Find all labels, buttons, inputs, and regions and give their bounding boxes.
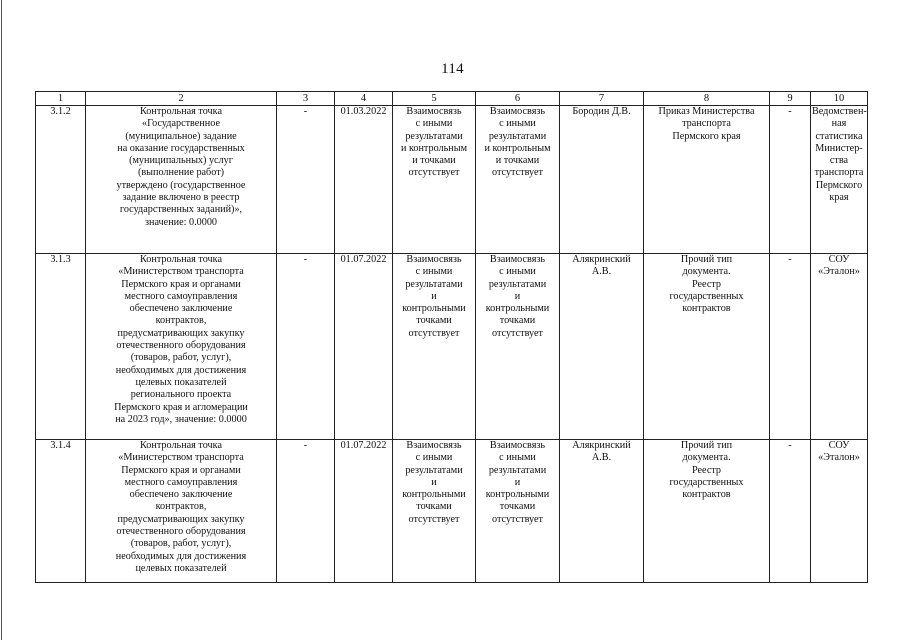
relationship-cell: Взаимосвязь с иными результатами и контрольными точками отсутствует	[476, 440, 560, 583]
column-number-header: 10	[811, 92, 868, 106]
column-number-header: 1	[36, 92, 86, 106]
column-number-header: 6	[476, 92, 560, 106]
table-row	[36, 254, 868, 440]
column-number-header: 5	[393, 92, 476, 106]
row-number: 3.1.4	[36, 440, 86, 583]
table-row	[36, 440, 868, 583]
control-point-description: Контрольная точка «Министерством транспорта Пермского края и органами местного самоуправления обеспечено заключение контрактов, предусматривающих закупку отечественного оборудования (товаров, работ, услуг), необходимых для достижения целевых показателей	[86, 440, 277, 583]
relationship-cell: Взаимосвязь с иными результатами и контрольными точками отсутствует	[393, 440, 476, 583]
page-edge-line	[1, 0, 2, 640]
table-row	[36, 106, 868, 254]
column-3-value: -	[277, 254, 335, 440]
column-3-value: -	[277, 106, 335, 254]
column-number-header: 9	[770, 92, 811, 106]
document-type: Прочий тип документа. Реестр государственных контрактов	[644, 440, 770, 583]
table-header-row	[36, 92, 868, 106]
column-3-value: -	[277, 440, 335, 583]
responsible-person: Алякринский А.В.	[560, 254, 644, 440]
responsible-person: Бородин Д.В.	[560, 106, 644, 254]
relationship-cell: Взаимосвязь с иными результатами и контрольными точками отсутствует	[476, 254, 560, 440]
date-cell: 01.03.2022	[335, 106, 393, 254]
relationship-cell: Взаимосвязь с иными результатами и контрольными точками отсутствует	[393, 254, 476, 440]
information-source: СОУ «Эталон»	[811, 440, 868, 583]
document-type: Прочий тип документа. Реестр государственных контрактов	[644, 254, 770, 440]
control-point-description: Контрольная точка «Государственное (муниципальное) задание на оказание государственных (муниципальных) услуг (выполнение работ) утверждено (государственное задание включено в реестр государственных заданий)», значение: 0.0000	[86, 106, 277, 254]
relationship-cell: Взаимосвязь с иными результатами и контрольным и точками отсутствует	[476, 106, 560, 254]
column-number-header: 7	[560, 92, 644, 106]
page-number: 114	[441, 61, 464, 77]
control-point-description: Контрольная точка «Министерством транспорта Пермского края и органами местного самоуправления обеспечено заключение контрактов, предусматривающих закупку отечественного оборудования (товаров, работ, услуг), необходимых для достижения целевых показателей регионального проекта Пермского края и агломерации на 2023 год», значение: 0.0000	[86, 254, 277, 440]
control-points-table	[35, 91, 868, 583]
relationship-cell: Взаимосвязь с иными результатами и контрольным и точками отсутствует	[393, 106, 476, 254]
row-number: 3.1.3	[36, 254, 86, 440]
document-type: Приказ Министерства транспорта Пермского края	[644, 106, 770, 254]
column-number-header: 2	[86, 92, 277, 106]
column-number-header: 4	[335, 92, 393, 106]
date-cell: 01.07.2022	[335, 254, 393, 440]
column-number-header: 8	[644, 92, 770, 106]
column-9-value: -	[770, 106, 811, 254]
row-number: 3.1.2	[36, 106, 86, 254]
responsible-person: Алякринский А.В.	[560, 440, 644, 583]
column-9-value: -	[770, 254, 811, 440]
information-source: Ведомствен- ная статистика Министер- ства транспорта Пермского края	[811, 106, 868, 254]
information-source: СОУ «Эталон»	[811, 254, 868, 440]
date-cell: 01.07.2022	[335, 440, 393, 583]
column-number-header: 3	[277, 92, 335, 106]
column-9-value: -	[770, 440, 811, 583]
